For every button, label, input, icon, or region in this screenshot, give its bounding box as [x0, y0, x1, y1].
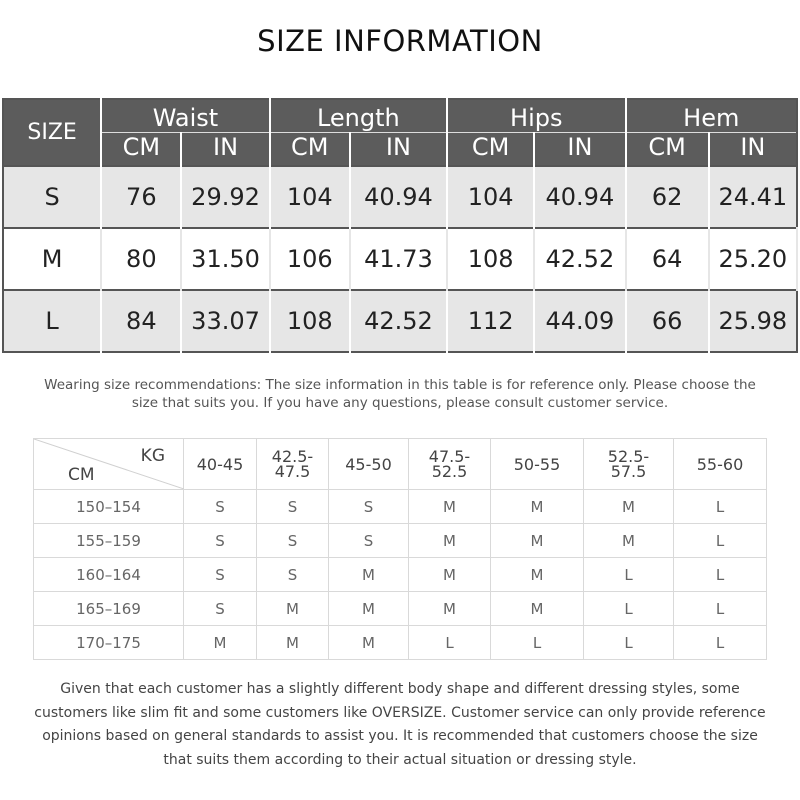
- weight-header-line: 52.5-: [607, 447, 650, 466]
- recommended-size-cell: S: [257, 490, 329, 524]
- weight-header-line: 50-55: [513, 454, 561, 474]
- recommended-size-cell: L: [491, 626, 584, 660]
- waist-header: Waist: [101, 99, 269, 133]
- measurement-cell: 104: [447, 166, 534, 228]
- measurement-cell: 112: [447, 290, 534, 352]
- recommended-size-cell: M: [409, 490, 491, 524]
- unit-header: IN: [181, 133, 269, 167]
- recommended-size-cell: M: [329, 558, 409, 592]
- recommended-size-cell: L: [409, 626, 491, 660]
- measurement-cell: 24.41: [709, 166, 797, 228]
- recommended-size-cell: M: [329, 592, 409, 626]
- weight-header: [491, 439, 584, 490]
- kg-label: KG: [140, 446, 165, 466]
- weight-header-line: 47.5: [274, 462, 311, 481]
- weight-header: [674, 439, 767, 490]
- recommended-size-cell: S: [257, 558, 329, 592]
- measurement-cell: 76: [101, 166, 181, 228]
- recommended-size-cell: M: [329, 626, 409, 660]
- measurement-cell: 29.92: [181, 166, 269, 228]
- height-cell: 155–159: [34, 524, 184, 558]
- table-row: [34, 490, 767, 524]
- size-table: [2, 98, 798, 353]
- recommended-size-cell: M: [491, 524, 584, 558]
- measurement-cell: 84: [101, 290, 181, 352]
- measurement-cell: 40.94: [534, 166, 625, 228]
- measurement-cell: 31.50: [181, 228, 269, 290]
- recommended-size-cell: M: [584, 490, 674, 524]
- size-cell: L: [3, 290, 101, 352]
- measurement-cell: 104: [270, 166, 350, 228]
- recommended-size-cell: M: [257, 592, 329, 626]
- height-cell: 170–175: [34, 626, 184, 660]
- weight-header-line: 40-45: [196, 454, 244, 474]
- weight-header: [584, 439, 674, 490]
- weight-header-line: 45-50: [345, 454, 392, 474]
- recommended-size-cell: S: [184, 558, 257, 592]
- unit-header: CM: [270, 133, 350, 167]
- corner-header: [34, 439, 184, 490]
- recommended-size-cell: M: [409, 592, 491, 626]
- measurement-cell: 44.09: [534, 290, 625, 352]
- unit-header: CM: [447, 133, 534, 167]
- table-row: [34, 558, 767, 592]
- recommended-size-cell: L: [584, 626, 674, 660]
- unit-header: CM: [626, 133, 709, 167]
- recommended-size-cell: M: [491, 490, 584, 524]
- table-row: [34, 592, 767, 626]
- weight-height-table: [33, 438, 767, 660]
- measurement-cell: 41.73: [350, 228, 447, 290]
- weight-header-line: 55-60: [696, 454, 744, 474]
- recommended-size-cell: M: [409, 558, 491, 592]
- size-cell: M: [3, 228, 101, 290]
- recommended-size-cell: S: [184, 524, 257, 558]
- weight-header: [329, 439, 409, 490]
- table-row: [34, 626, 767, 660]
- unit-header: IN: [709, 133, 797, 167]
- measurement-cell: 64: [626, 228, 709, 290]
- measurement-cell: 108: [447, 228, 534, 290]
- hips-header: Hips: [447, 99, 625, 133]
- page-title: SIZE INFORMATION: [257, 24, 543, 58]
- cm-label: CM: [68, 465, 95, 485]
- recommended-size-cell: L: [674, 558, 767, 592]
- recommended-size-cell: S: [329, 490, 409, 524]
- unit-header: IN: [534, 133, 625, 167]
- recommended-size-cell: S: [184, 592, 257, 626]
- height-cell: 165–169: [34, 592, 184, 626]
- weight-header: [409, 439, 491, 490]
- measurement-cell: 106: [270, 228, 350, 290]
- recommended-size-cell: M: [491, 558, 584, 592]
- recommended-size-cell: L: [674, 524, 767, 558]
- recommended-size-cell: L: [674, 592, 767, 626]
- measurement-cell: 42.52: [534, 228, 625, 290]
- weight-header-line: 52.5: [431, 462, 468, 481]
- recommended-size-cell: L: [674, 626, 767, 660]
- size-recommendation-note: Wearing size recommendations: The size information in this table is for reference only. Please choose the size that suits you. If you have any questions, please consult customer service.: [44, 377, 756, 411]
- measurement-cell: 40.94: [350, 166, 447, 228]
- weight-header-line: 47.5-: [428, 447, 471, 466]
- measurement-cell: 33.07: [181, 290, 269, 352]
- recommended-size-cell: L: [584, 558, 674, 592]
- measurement-cell: 66: [626, 290, 709, 352]
- measurement-cell: 42.52: [350, 290, 447, 352]
- measurement-cell: 25.98: [709, 290, 797, 352]
- measurement-cell: 108: [270, 290, 350, 352]
- recommended-size-cell: M: [491, 592, 584, 626]
- recommended-size-cell: S: [257, 524, 329, 558]
- height-cell: 150–154: [34, 490, 184, 524]
- recommended-size-cell: M: [257, 626, 329, 660]
- weight-header: [257, 439, 329, 490]
- recommended-size-cell: M: [584, 524, 674, 558]
- weight-header-line: 42.5-: [271, 447, 314, 466]
- weight-header: [184, 439, 257, 490]
- unit-header: CM: [101, 133, 181, 167]
- size-row: [3, 166, 797, 228]
- recommended-size-cell: S: [184, 490, 257, 524]
- size-row: [3, 290, 797, 352]
- recommended-size-cell: M: [409, 524, 491, 558]
- size-row: [3, 228, 797, 290]
- measurement-cell: 80: [101, 228, 181, 290]
- recommended-size-cell: L: [674, 490, 767, 524]
- height-cell: 160–164: [34, 558, 184, 592]
- size-cell: S: [3, 166, 101, 228]
- unit-header: IN: [350, 133, 447, 167]
- recommended-size-cell: M: [184, 626, 257, 660]
- size-column-header: SIZE: [3, 99, 101, 166]
- weight-header-line: 57.5: [610, 462, 647, 481]
- fit-disclaimer: Given that each customer has a slightly different body shape and different dressing styles, some customers like slim fit and some customers like OVERSIZE. Customer service can only provide reference opinions based on general standards to assist you. It is recommended that customers choose the size that suits them according to their actual situation or dressing style.: [34, 681, 766, 768]
- table-row: [34, 524, 767, 558]
- measurement-cell: 25.20: [709, 228, 797, 290]
- length-header: Length: [270, 99, 447, 133]
- hem-header: Hem: [626, 99, 798, 133]
- recommended-size-cell: L: [584, 592, 674, 626]
- measurement-cell: 62: [626, 166, 709, 228]
- recommended-size-cell: S: [329, 524, 409, 558]
